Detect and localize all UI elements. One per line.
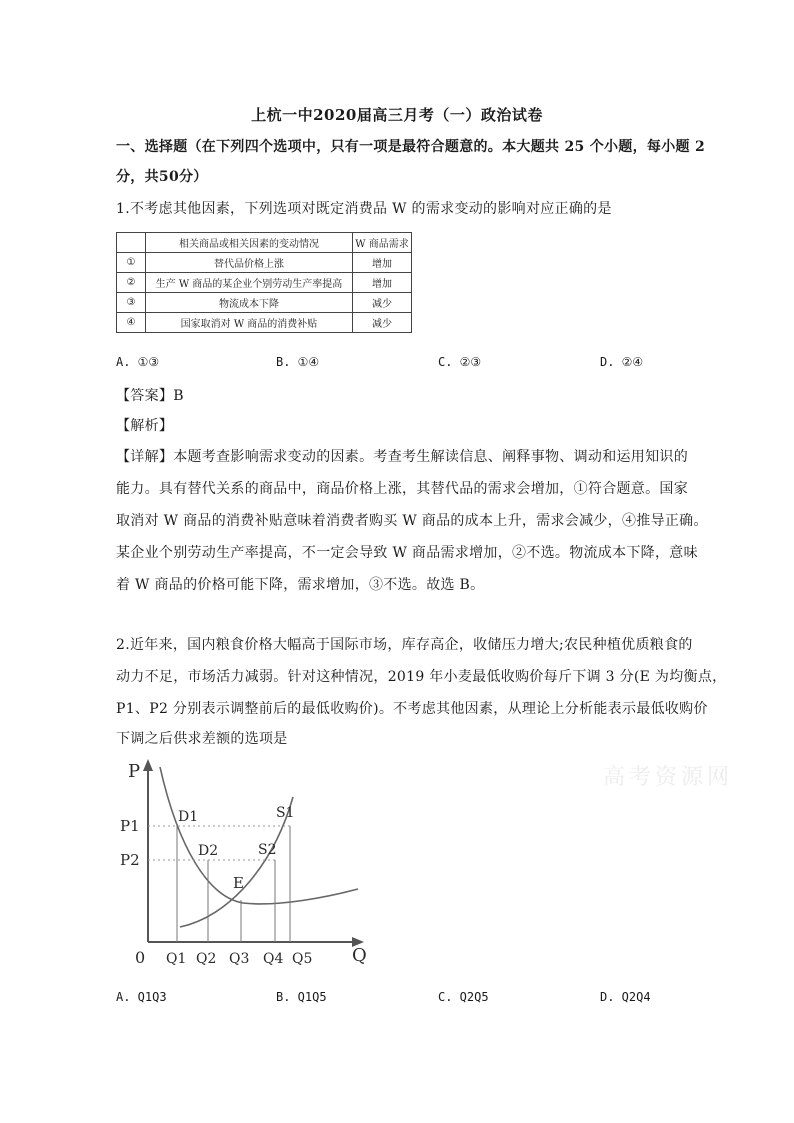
table-header-cell	[117, 233, 146, 253]
origin-label: 0	[135, 948, 146, 967]
supply-demand-graph	[118, 757, 378, 972]
table-cell: 生产 W 商品的某企业个别劳动生产率提高	[146, 273, 353, 293]
demand-curve	[160, 767, 358, 904]
table-cell: 减少	[353, 313, 412, 333]
q2-option-c[interactable]: C. Q2Q5	[438, 990, 489, 1004]
point-label-d1: D1	[178, 809, 199, 825]
point-label-e: E	[233, 874, 244, 892]
table-cell: ④	[117, 313, 146, 333]
page-title: 上杭一中2020届高三月考（一）政治试卷	[251, 106, 543, 124]
table-cell: ①	[117, 253, 146, 273]
q2-stem-line: P1、P2 分别表示调整前后的最低收购价)。不考虑其他因素，从理论上分析能表示最低收购价	[116, 701, 708, 717]
section-heading-line2: 分，共50分）	[116, 169, 208, 185]
axis-label-p: P	[128, 761, 141, 782]
q1-detail-line: 能力。具有替代关系的商品中，商品价格上涨，其替代品的需求会增加，①符合题意。国家	[116, 481, 688, 497]
table-cell: 增加	[353, 273, 412, 293]
quantity-label-q1: Q1	[166, 951, 187, 967]
q2-stem-line: 2.近年来，国内粮食价格大幅高于国际市场，库存高企，收储压力增大;农民种植优质粮食的	[116, 637, 693, 653]
q1-answer: 【答案】B	[116, 388, 184, 404]
q1-option-c[interactable]: C. ②③	[438, 355, 482, 369]
table-cell: 国家取消对 W 商品的消费补贴	[146, 313, 353, 333]
point-label-d2: D2	[198, 843, 219, 859]
y-axis-arrow	[143, 759, 153, 771]
table-row	[117, 253, 412, 273]
table-cell: 减少	[353, 293, 412, 313]
price-label-p1: P1	[120, 817, 140, 835]
table-row	[117, 273, 412, 293]
q1-detail-line: 【详解】本题考查影响需求变动的因素。考查考生解读信息、阐释事物、调动和运用知识的	[116, 449, 688, 465]
quantity-label-q3: Q3	[229, 951, 250, 967]
q2-option-a[interactable]: A. Q1Q3	[116, 990, 167, 1004]
q2-stem-line: 动力不足，市场活力减弱。针对这种情况，2019 年小麦最低收购价每斤下调 3 分(E 为均衡点，	[116, 669, 727, 685]
q1-analysis-label: 【解析】	[116, 418, 174, 434]
table-row	[117, 313, 412, 333]
table-row	[117, 293, 412, 313]
q2-stem-line: 下调之后供求差额的选项是	[116, 731, 288, 747]
quantity-label-q4: Q4	[263, 951, 284, 967]
q1-stem: 1.不考虑其他因素，下列选项对既定消费品 W 的需求变动的影响对应正确的是	[116, 201, 612, 217]
table-cell: ②	[117, 273, 146, 293]
q1-option-a[interactable]: A. ①③	[116, 355, 160, 369]
q2-option-d[interactable]: D. Q2Q4	[600, 990, 651, 1004]
q2-option-b[interactable]: B. Q1Q5	[276, 990, 327, 1004]
section-heading-line1: 一、选择题（在下列四个选项中，只有一项是最符合题意的。本大题共 25 个小题，每小题 2	[116, 139, 706, 155]
point-label-s1: S1	[276, 805, 295, 821]
table-cell: ③	[117, 293, 146, 313]
table-cell: 增加	[353, 253, 412, 273]
table-cell: 物流成本下降	[146, 293, 353, 313]
q1-detail-line: 着 W 商品的价格可能下降，需求增加，③不选。故选 B。	[116, 577, 485, 593]
q1-table	[116, 232, 412, 333]
table-cell: 替代品价格上涨	[146, 253, 353, 273]
table-header-cell: 相关商品或相关因素的变动情况	[146, 233, 353, 253]
table-header-row	[117, 233, 412, 253]
point-label-s2: S2	[258, 842, 277, 858]
q1-detail-line: 某企业个别劳动生产率提高，不一定会导致 W 商品需求增加，②不选。物流成本下降，意味	[116, 545, 698, 561]
axis-label-q: Q	[352, 945, 367, 966]
q1-option-b[interactable]: B. ①④	[276, 355, 320, 369]
quantity-label-q5: Q5	[292, 951, 313, 967]
table-header-cell: W 商品需求	[353, 233, 412, 253]
q1-detail-line: 取消对 W 商品的消费补贴意味着消费者购买 W 商品的成本上升，需求会减少，④推导正确。	[116, 513, 708, 529]
price-label-p2: P2	[120, 851, 140, 869]
watermark: 高考资源网	[603, 765, 734, 790]
quantity-label-q2: Q2	[196, 951, 217, 967]
q1-option-d[interactable]: D. ②④	[600, 355, 644, 369]
